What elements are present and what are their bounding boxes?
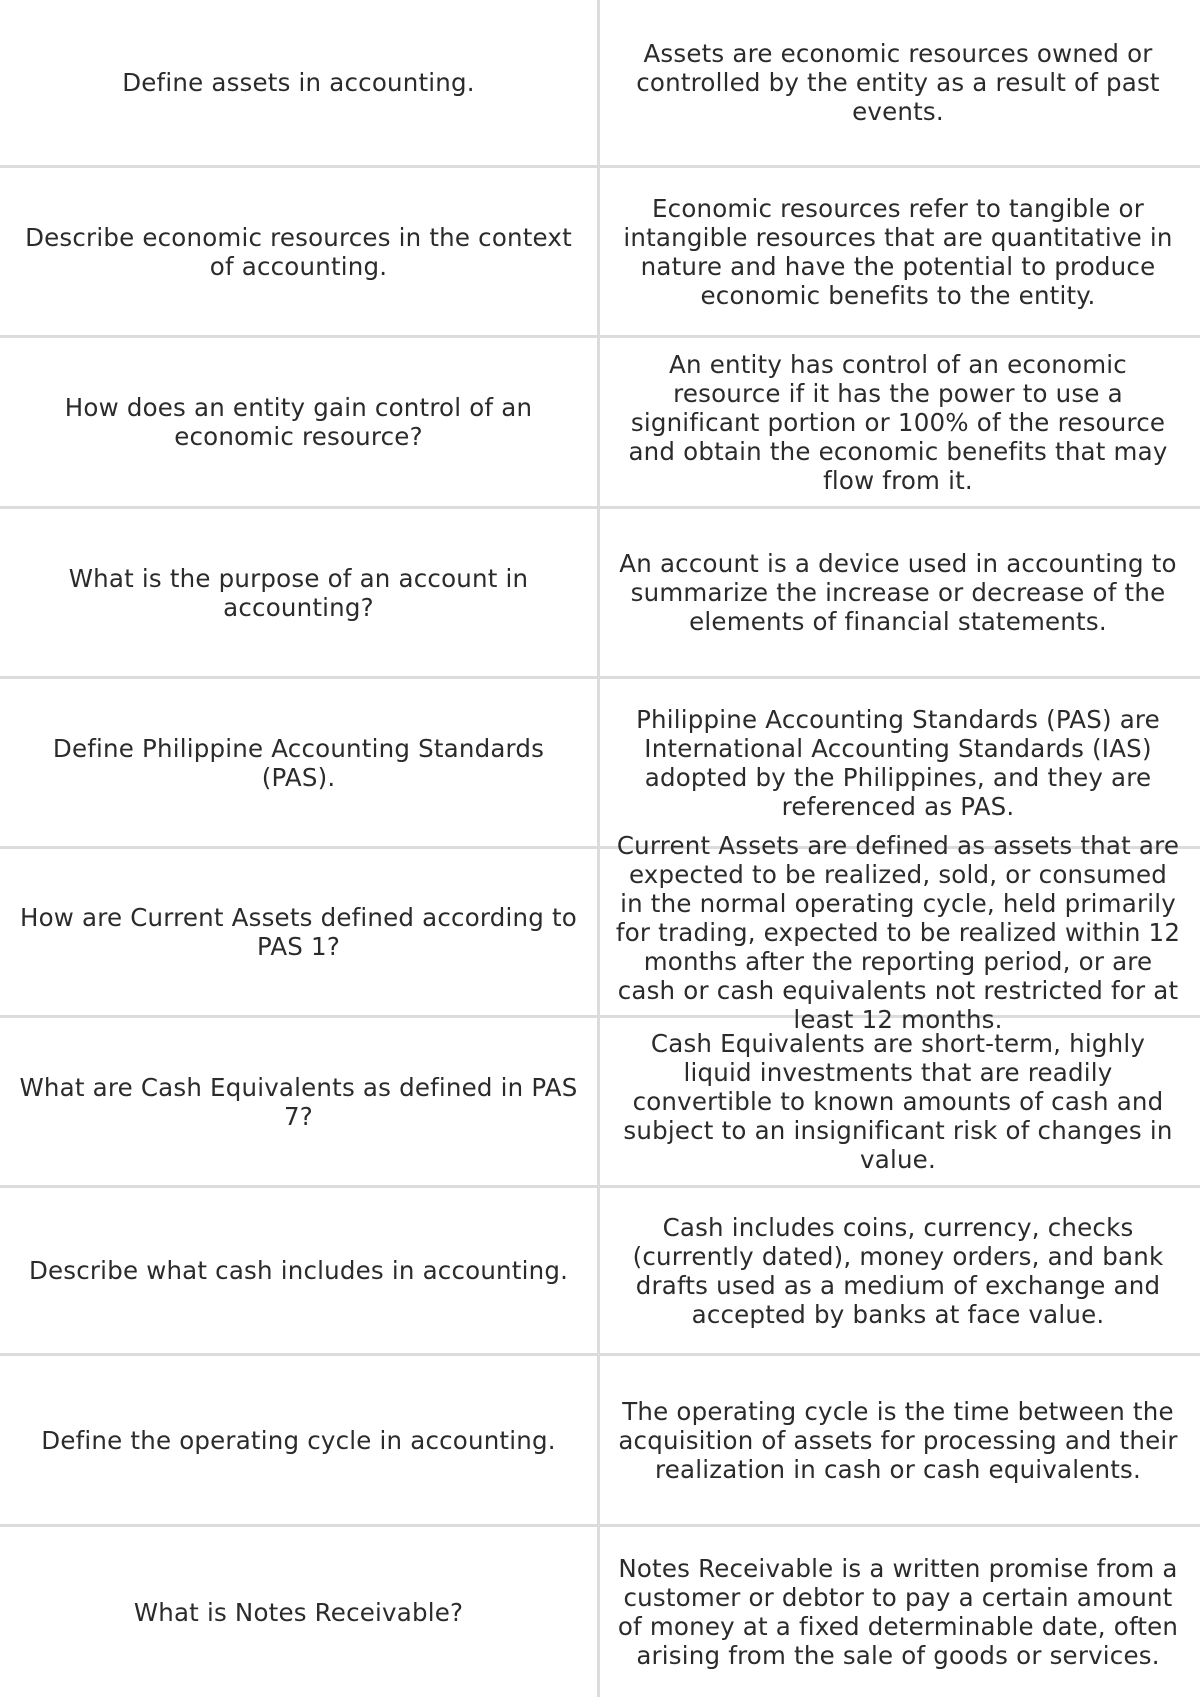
question-cell: [0, 1018, 600, 1188]
question-cell: [0, 1188, 600, 1356]
question-cell: [0, 338, 600, 509]
question-text: What is Notes Receivable?: [133, 1597, 464, 1627]
answer-cell: [600, 1018, 1200, 1188]
question-cell: [0, 679, 600, 849]
question-text: Describe economic resources in the context of accounting.: [25, 222, 572, 281]
answer-text: Assets are economic resources owned or controlled by the entity as a result of past events.: [636, 39, 1160, 126]
question-text: Define Philippine Accounting Standards (PAS).: [52, 733, 545, 792]
answer-text: Notes Receivable is a written promise from a customer or debtor to pay a certain amount of money at a fixed determinable date, often arising from the sale of goods or services.: [617, 1554, 1179, 1670]
question-text: What are Cash Equivalents as defined in PAS 7?: [19, 1072, 578, 1131]
question-cell: [0, 509, 600, 679]
question-text: How does an entity gain control of an economic resource?: [64, 393, 533, 451]
question-cell: [0, 168, 600, 338]
answer-cell: [600, 0, 1200, 168]
answer-cell: [600, 509, 1200, 679]
answer-text: Economic resources refer to tangible or intangible resources that are quantitative in nature and have the potential to produce economic benefits to the entity.: [623, 193, 1173, 310]
answer-cell: [600, 830, 1200, 1034]
question-text: Define assets in accounting.: [122, 68, 475, 97]
answer-text: Philippine Accounting Standards (PAS) are International Accounting Standards (IAS) adopted by the Philippines, and they are referenced as PAS.: [636, 704, 1160, 821]
question-text: Define the operating cycle in accounting.: [41, 1425, 556, 1455]
answer-cell: [600, 1188, 1200, 1356]
question-text: What is the purpose of an account in accounting?: [68, 563, 529, 622]
answer-text: Cash Equivalents are short-term, highly liquid investments that are readily convertible to known amounts of cash and subject to an insignificant risk of changes in value.: [623, 1029, 1173, 1174]
answer-text: An account is a device used in accounting to summarize the increase or decrease of the elements of financial statements.: [619, 549, 1177, 636]
answer-cell: [600, 679, 1200, 849]
question-cell: [0, 0, 600, 168]
question-text: How are Current Assets defined according to PAS 1?: [20, 903, 577, 961]
answer-cell: [600, 168, 1200, 338]
answer-text: The operating cycle is the time between the acquisition of assets for processing and their realization in cash or cash equivalents.: [618, 1396, 1178, 1484]
answer-cell: [600, 1356, 1200, 1527]
answer-cell: [600, 1527, 1200, 1697]
answer-cell: [600, 338, 1200, 509]
question-text: Describe what cash includes in accounting.: [28, 1256, 569, 1285]
answer-text: An entity has control of an economic resource if it has the power to use a significant portion or 100% of the resource and obtain the economic benefits that may flow from it.: [628, 349, 1168, 495]
answer-text: Current Assets are defined as assets that are expected to be realized, sold, or consumed in the normal operating cycle, held primarily for trading, expected to be realized within 12 months after the reporting period, or are cash or cash equivalents not restricted for at least 12 months.: [615, 830, 1181, 1034]
answer-text: Cash includes coins, currency, checks (currently dated), money orders, and bank drafts used as a medium of exchange and accepted by banks at face value.: [632, 1212, 1164, 1329]
question-cell: [0, 1527, 600, 1697]
question-cell: [0, 849, 600, 1018]
question-cell: [0, 1356, 600, 1527]
